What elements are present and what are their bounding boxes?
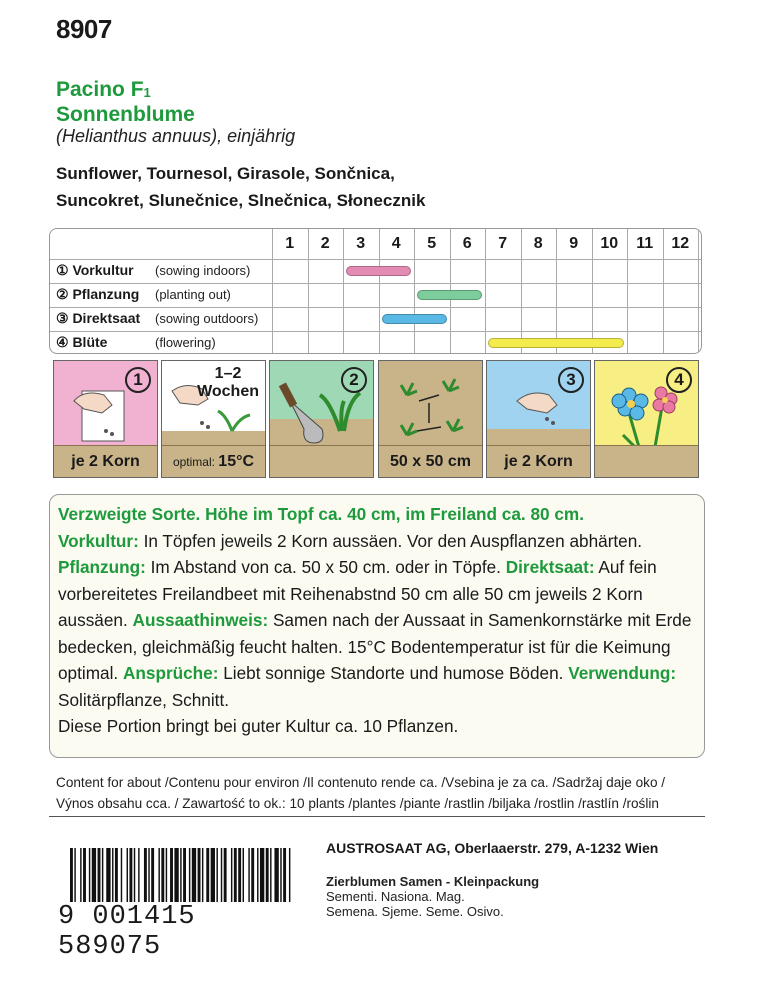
product-title — [56, 78, 195, 126]
barcode-bar — [127, 848, 128, 908]
translations-line-1: Sunflower, Tournesol, Girasole, Sončnica, — [56, 164, 395, 183]
pictogram-caption — [595, 445, 698, 477]
variety-name: Pacino F — [56, 78, 144, 101]
calendar-row-line — [50, 331, 701, 332]
pictogram-caption: optimal: 15°C — [162, 445, 265, 477]
barcode-bar — [134, 848, 135, 908]
barcode-bar — [234, 848, 237, 908]
divider — [49, 816, 705, 817]
barcode-bar — [102, 848, 103, 908]
step-number: 4 — [666, 367, 692, 393]
sowing-calendar — [49, 228, 702, 354]
pictogram-caption: je 2 Korn — [487, 445, 590, 477]
lifecycle: , einjährig — [217, 126, 296, 146]
barcode-bar — [106, 848, 110, 908]
barcode-bar — [202, 848, 203, 908]
barcode-bar — [231, 848, 232, 908]
barcode-bar — [221, 848, 222, 908]
barcode-bar — [170, 848, 173, 908]
calendar-row-sub: (sowing indoors) — [155, 263, 251, 278]
translations — [56, 160, 425, 214]
pictogram-caption — [270, 445, 373, 477]
caption-prefix: optimal: — [172, 455, 219, 469]
text-ansprueche: Liebt sonnige Standorte und humose Böden. — [218, 663, 569, 683]
package-info — [326, 874, 539, 919]
calendar-row-label: ② Pflanzung — [56, 286, 140, 302]
calendar-row-line — [50, 307, 701, 308]
latin-name — [56, 126, 295, 147]
barcode-bar — [192, 848, 196, 908]
pictogram-illustration — [379, 361, 483, 447]
barcode-bar — [174, 848, 178, 908]
barcode-bar — [92, 848, 96, 908]
calendar-month: 3 — [356, 235, 366, 252]
step-number: 1 — [125, 367, 151, 393]
package-line-2: Sementi. Nasiona. Mag. — [326, 889, 465, 904]
content-statement — [56, 772, 665, 814]
step-number: 2 — [341, 367, 367, 393]
calendar-row-sub: (planting out) — [155, 287, 231, 302]
botanical-name: (Helianthus annuus) — [56, 126, 218, 146]
calendar-month: 8 — [533, 235, 543, 252]
barcode-bar — [251, 848, 254, 908]
calendar-month: 1 — [285, 235, 295, 252]
calendar-bar — [488, 338, 624, 348]
key-vorkultur: Vorkultur: — [58, 530, 139, 551]
text-verwendung: Solitärpflanze, Schnitt. — [58, 689, 230, 710]
barcode-bar — [216, 848, 217, 908]
calendar-month: 12 — [671, 235, 690, 252]
calendar-row-sub: (sowing outdoors) — [155, 311, 259, 326]
hybrid-mark: 1 — [143, 85, 151, 100]
barcode-bar — [260, 848, 264, 908]
barcode-bar — [121, 848, 122, 908]
calendar-bar — [346, 266, 411, 276]
calendar-month: 11 — [636, 235, 654, 252]
barcode-bar — [112, 848, 113, 908]
barcode-bar — [211, 848, 215, 908]
calendar-gridline — [698, 229, 699, 353]
pictogram-caption: 50 x 50 cm — [379, 445, 482, 477]
plant-name: Sonnenblume — [56, 103, 195, 126]
barcode-bar — [151, 848, 154, 908]
key-verwendung: Verwendung: — [568, 663, 677, 683]
calendar-month: 5 — [427, 235, 437, 252]
content-line-1: Content for about /Contenu pour environ /Il contenuto rende ca. /Vsebina je za ca. /Sadržaj daje oko / — [56, 775, 666, 790]
calendar-row-label: ③ Direktsaat — [56, 310, 141, 326]
pictogram-tile — [594, 360, 699, 478]
barcode-bar — [283, 848, 286, 908]
step-number: 3 — [558, 367, 584, 393]
barcode-bar — [266, 848, 269, 908]
barcode-bar — [129, 848, 132, 908]
barcode-bar — [198, 848, 201, 908]
barcode-bar — [158, 848, 159, 908]
barcode-bar — [224, 848, 227, 908]
pictogram-tile — [269, 360, 374, 478]
calendar-month: 4 — [391, 235, 401, 252]
barcode-bar — [83, 848, 86, 908]
company-address: AUSTROSAAT AG, Oberlaaerstr. 279, A-1232 Wien — [326, 840, 659, 856]
pictogram-strip — [53, 360, 698, 480]
barcode-bar — [243, 848, 244, 908]
calendar-month: 10 — [600, 235, 619, 252]
calendar-bar — [417, 290, 482, 300]
barcode-bar — [80, 848, 81, 908]
portion-note: Diese Portion bringt bei guter Kultur ca. 10 Pflanzen. — [58, 716, 459, 736]
barcode-bar — [138, 848, 139, 908]
barcode-bar — [206, 848, 209, 908]
barcode-bar — [98, 848, 101, 908]
barcode-bar — [280, 848, 281, 908]
calendar-row-label: ④ Blüte — [56, 334, 108, 350]
barcode-bar — [144, 848, 147, 908]
key-ansprueche: Ansprüche: — [122, 663, 219, 683]
barcode-bar — [148, 848, 149, 908]
pictogram-tile — [486, 360, 591, 478]
calendar-row-line — [50, 259, 701, 260]
barcode-bar — [257, 848, 258, 908]
barcode-bar — [238, 848, 241, 908]
article-number: 8907 — [56, 14, 112, 44]
translations-line-2: Suncokret, Slunečnice, Slnečnica, Słonecznik — [56, 191, 426, 210]
pictogram-tile — [161, 360, 266, 478]
pictogram-caption: je 2 Korn — [54, 445, 157, 477]
headline: Verzweigte Sorte. Höhe im Topf ca. 40 cm, im Freiland ca. 80 cm. — [58, 504, 584, 524]
key-pflanzung: Pflanzung: — [58, 557, 146, 577]
text-vorkultur: In Töpfen jeweils 2 Korn aussäen. Vor den Auspflanzen abhärten. — [138, 530, 643, 551]
barcode-bar — [166, 848, 167, 908]
package-line-3: Semena. Sjeme. Seme. Osivo. — [326, 904, 504, 919]
text-aussaathinweis: Samen nach der Aussaat in Samenkornstärke mit Erde bedecken, gleichmäßig feucht halten. 15°C Bodentemperatur ist für die Keimung optimal. — [58, 610, 692, 683]
barcode-bar — [115, 848, 118, 908]
key-direktsaat: Direktsaat: — [505, 557, 595, 577]
package-type: Zierblumen Samen - Kleinpackung — [326, 874, 540, 889]
calendar-month: 2 — [320, 235, 330, 252]
calendar-row-sub: (flowering) — [155, 335, 216, 350]
content-line-2: Výnos obsahu cca. / Zawartość to ok.: 10 plants /plantes /piante /rastlin /biljaka /rostlin /rastlín /roślin — [56, 796, 659, 811]
text-direktsaat: Auf fein vorbereitetes Freilandbeet mit Reihenabstnd 50 cm alle 50 cm jeweils 2 Korn aussäen. — [58, 557, 657, 630]
germination-period: 1–2 Wochen — [197, 365, 259, 400]
description-box — [49, 494, 705, 758]
calendar-row-line — [50, 283, 701, 284]
calendar-month: 6 — [462, 235, 472, 252]
calendar-bar — [382, 314, 447, 324]
barcode-bar — [248, 848, 249, 908]
pictogram-tile — [53, 360, 158, 478]
barcode-bar — [161, 848, 164, 908]
pictogram-tile — [378, 360, 483, 478]
barcode-bar — [270, 848, 271, 908]
ean-number: 9 001415 589075 — [56, 902, 301, 962]
calendar-month: 7 — [498, 235, 508, 252]
text-pflanzung: Im Abstand von ca. 50 x 50 cm. oder in Töpfe. — [145, 557, 506, 577]
barcode-bar — [189, 848, 190, 908]
calendar-month: 9 — [569, 235, 579, 252]
barcode-bar — [89, 848, 90, 908]
barcode-bar — [274, 848, 278, 908]
key-aussaathinweis: Aussaathinweis: — [132, 610, 269, 630]
barcode-bar — [183, 848, 186, 908]
calendar-row-label: ① Vorkultur — [56, 262, 134, 278]
